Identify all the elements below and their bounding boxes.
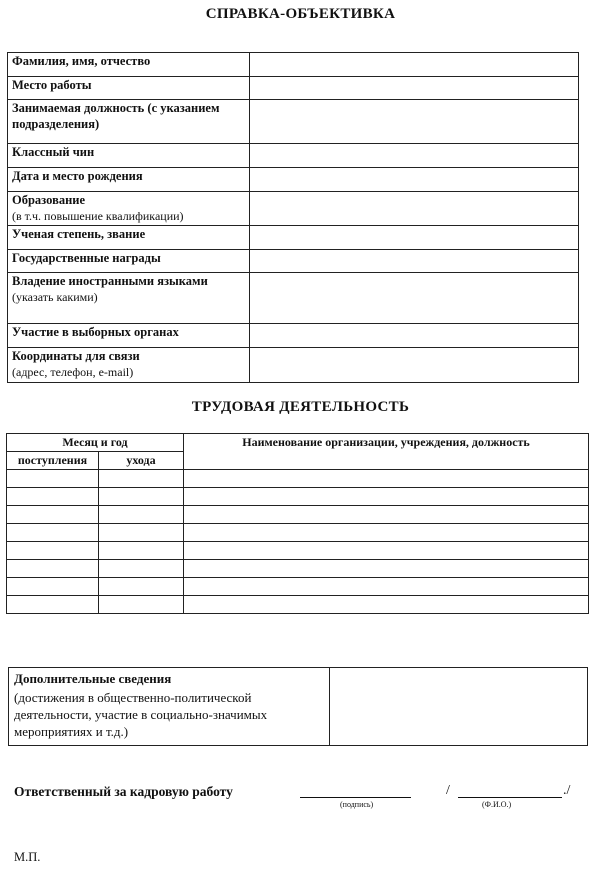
organization-cell[interactable] bbox=[184, 542, 589, 560]
info-row bbox=[8, 144, 579, 168]
info-value-field[interactable] bbox=[249, 324, 578, 348]
start-cell[interactable] bbox=[7, 470, 99, 488]
organization-header: Наименование организации, учреждения, должность bbox=[184, 434, 589, 470]
responsible-person-label: Ответственный за кадровую работу bbox=[14, 784, 233, 799]
table-row bbox=[7, 524, 589, 542]
organization-cell[interactable] bbox=[184, 488, 589, 506]
info-row bbox=[8, 324, 579, 348]
full-name-line[interactable] bbox=[458, 797, 562, 798]
info-label: Занимаемая должность (с указанием подразделения) bbox=[8, 100, 250, 144]
end-cell[interactable] bbox=[99, 488, 184, 506]
signature-caption: (подпись) bbox=[340, 800, 374, 809]
info-value-field[interactable] bbox=[249, 273, 578, 324]
work-history-table bbox=[6, 433, 589, 614]
info-row bbox=[8, 250, 579, 273]
end-cell[interactable] bbox=[99, 524, 184, 542]
additional-info-label bbox=[9, 668, 330, 746]
info-label: Дата и место рождения bbox=[8, 168, 250, 192]
info-row bbox=[8, 348, 579, 383]
end-cell[interactable] bbox=[99, 560, 184, 578]
info-row bbox=[8, 226, 579, 250]
end-cell[interactable] bbox=[99, 470, 184, 488]
additional-info-title: Дополнительные сведения bbox=[14, 671, 172, 686]
info-label: Участие в выборных органах bbox=[8, 324, 250, 348]
additional-info-row bbox=[9, 668, 588, 746]
end-cell[interactable] bbox=[99, 578, 184, 596]
table-row bbox=[7, 506, 589, 524]
start-cell[interactable] bbox=[7, 488, 99, 506]
separator-slash-end: ./ bbox=[563, 783, 571, 798]
info-label: Государственные награды bbox=[8, 250, 250, 273]
work-header-row bbox=[7, 434, 589, 452]
stamp-placeholder: М.П. bbox=[14, 850, 41, 864]
info-value-field[interactable] bbox=[249, 100, 578, 144]
info-value-field[interactable] bbox=[249, 53, 578, 77]
signature-line[interactable] bbox=[300, 797, 411, 798]
info-row bbox=[8, 100, 579, 144]
document-title: СПРАВКА-ОБЪЕКТИВКА bbox=[205, 6, 396, 22]
start-header: поступления bbox=[7, 452, 99, 470]
start-cell[interactable] bbox=[7, 578, 99, 596]
organization-cell[interactable] bbox=[184, 524, 589, 542]
info-row bbox=[8, 192, 579, 226]
additional-info-table bbox=[8, 667, 588, 746]
info-value-field[interactable] bbox=[249, 192, 578, 226]
separator-slash: / bbox=[446, 783, 450, 798]
start-cell[interactable] bbox=[7, 506, 99, 524]
info-label: Ученая степень, звание bbox=[8, 226, 250, 250]
info-row bbox=[8, 53, 579, 77]
table-row bbox=[7, 470, 589, 488]
info-row bbox=[8, 168, 579, 192]
start-cell[interactable] bbox=[7, 596, 99, 614]
info-label: Место работы bbox=[8, 77, 250, 100]
table-row bbox=[7, 542, 589, 560]
organization-cell[interactable] bbox=[184, 578, 589, 596]
personal-info-table bbox=[7, 52, 579, 383]
info-value-field[interactable] bbox=[249, 77, 578, 100]
organization-cell[interactable] bbox=[184, 506, 589, 524]
table-row bbox=[7, 560, 589, 578]
info-value-field[interactable] bbox=[249, 250, 578, 273]
table-row bbox=[7, 596, 589, 614]
organization-cell[interactable] bbox=[184, 596, 589, 614]
info-label: Координаты для связи (адрес, телефон, e-mail) bbox=[8, 348, 250, 383]
table-row bbox=[7, 578, 589, 596]
additional-info-field[interactable] bbox=[330, 668, 588, 746]
end-cell[interactable] bbox=[99, 506, 184, 524]
info-label: Владение иностранными языками (указать какими) bbox=[8, 273, 250, 324]
info-value-field[interactable] bbox=[249, 226, 578, 250]
end-cell[interactable] bbox=[99, 596, 184, 614]
full-name-caption: (Ф.И.О.) bbox=[482, 800, 512, 809]
info-value-field[interactable] bbox=[249, 168, 578, 192]
info-value-field[interactable] bbox=[249, 144, 578, 168]
info-row bbox=[8, 273, 579, 324]
work-section-title: ТРУДОВАЯ ДЕЯТЕЛЬНОСТЬ bbox=[191, 399, 410, 415]
info-label: Фамилия, имя, отчество bbox=[8, 53, 250, 77]
info-value-field[interactable] bbox=[249, 348, 578, 383]
end-cell[interactable] bbox=[99, 542, 184, 560]
table-row bbox=[7, 488, 589, 506]
info-row bbox=[8, 77, 579, 100]
start-cell[interactable] bbox=[7, 542, 99, 560]
end-header: ухода bbox=[99, 452, 184, 470]
organization-cell[interactable] bbox=[184, 560, 589, 578]
additional-info-hint: (достижения в общественно-политической деятельности, участие в социально-значимых мероприятиях и т.д.) bbox=[14, 690, 268, 739]
organization-cell[interactable] bbox=[184, 470, 589, 488]
start-cell[interactable] bbox=[7, 560, 99, 578]
info-label: Классный чин bbox=[8, 144, 250, 168]
month-year-header: Месяц и год bbox=[7, 434, 184, 452]
info-label: Образование (в т.ч. повышение квалификации) bbox=[8, 192, 250, 226]
start-cell[interactable] bbox=[7, 524, 99, 542]
